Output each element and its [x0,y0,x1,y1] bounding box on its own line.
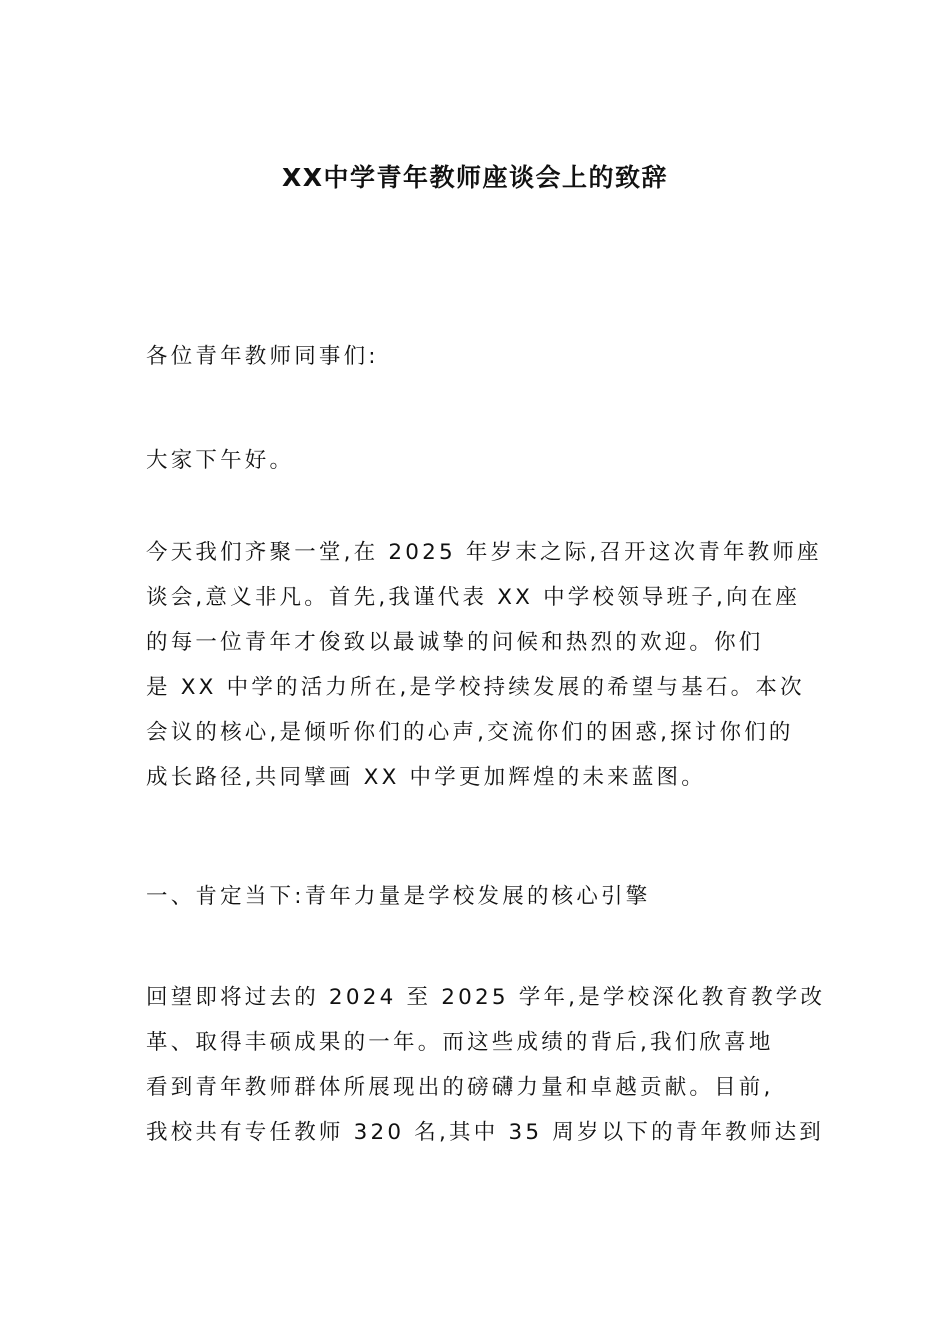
greeting-text: 大家下午好。 [146,448,295,473]
review-paragraph [146,975,826,1155]
salutation [146,334,816,379]
intro-line: 今天我们齐聚一堂,在 2025 年岁末之际,召开这次青年教师座 [146,540,822,565]
intro-line: 会议的核心,是倾听你们的心声,交流你们的困惑,探讨你们的 [146,720,794,745]
greeting-paragraph [146,438,816,483]
intro-paragraph [146,530,822,800]
intro-line: 的每一位青年才俊致以最诚挚的问候和热烈的欢迎。你们 [146,630,764,655]
document-title: XX中学青年教师座谈会上的致辞 [281,163,669,192]
section-heading [146,874,816,919]
review-line: 我校共有专任教师 320 名,其中 35 周岁以下的青年教师达到 [146,1120,824,1145]
intro-line: 是 XX 中学的活力所在,是学校持续发展的希望与基石。本次 [146,675,805,700]
section-heading-text: 一、肯定当下:青年力量是学校发展的核心引擎 [146,884,651,909]
review-line: 革、取得丰硕成果的一年。而这些成绩的背后,我们欣喜地 [146,1030,774,1055]
salutation-text: 各位青年教师同事们: [146,344,379,369]
intro-line: 成长路径,共同擘画 XX 中学更加辉煌的未来蓝图。 [146,765,706,790]
review-line: 看到青年教师群体所展现出的磅礴力量和卓越贡献。目前, [146,1075,774,1100]
intro-line: 谈会,意义非凡。首先,我谨代表 XX 中学校领导班子,向在座 [146,585,801,610]
review-line: 回望即将过去的 2024 至 2025 学年,是学校深化教育教学改 [146,985,826,1010]
